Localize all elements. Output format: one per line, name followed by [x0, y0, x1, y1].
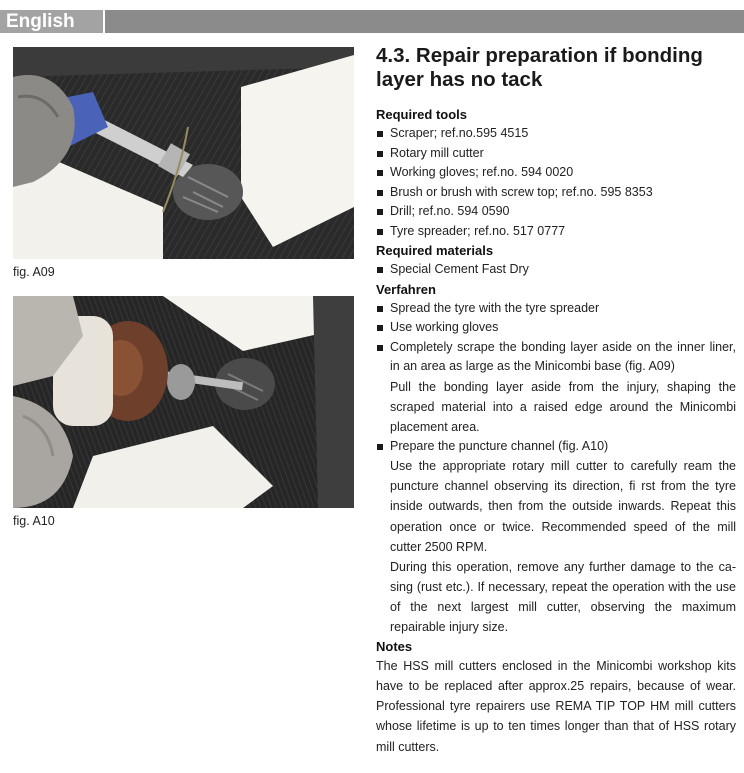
step-detail: During this operation, remove any further damage to the ca-sing (rust etc.). If necessary, repeat the operation with the use of the next largest mill cutter, observing the maximum repairable injury size.	[390, 559, 736, 635]
language-label: English	[6, 11, 75, 32]
step-detail: Use the appropriate rotary mill cutter to carefully ream the puncture channel observing its direction, fi rst from the tyre inside outwards, then from the outside inwards. Repeat this operation once or twice. Recommended speed of the mill cutter 2500 RPM.	[390, 459, 736, 554]
list-item: Drill; ref.no. 594 0590	[376, 202, 736, 222]
procedure-step: Completely scrape the bonding layer aside on the inner liner, in an area as large as the Minicombi base (fig. A09)	[376, 338, 736, 377]
header-bar	[0, 10, 744, 33]
list-item: Special Cement Fast Dry	[376, 260, 736, 280]
section-title-line: layer has no tack	[376, 68, 543, 91]
figure-caption: fig. A10	[13, 514, 55, 528]
procedure-step: Prepare the puncture channel (fig. A10)	[376, 437, 736, 457]
list-item: Working gloves; ref.no. 594 0020	[376, 163, 736, 183]
notes-heading: Notes	[376, 639, 413, 655]
figure-a09-photo	[13, 47, 354, 259]
step-detail: Pull the bonding layer aside from the injury, shaping the scraped material into a raised edge around the Minicombi placement area.	[390, 379, 736, 434]
figure-caption: fig. A09	[13, 265, 55, 279]
procedure-steps	[376, 437, 736, 457]
list-item: Tyre spreader; ref.no. 517 0777	[376, 222, 736, 242]
tools-list	[376, 124, 736, 241]
section-title	[376, 44, 736, 92]
list-item: Rotary mill cutter	[376, 144, 736, 164]
list-item: Scraper; ref.no.595 4515	[376, 124, 736, 144]
procedure-steps	[376, 299, 736, 377]
list-item: Brush or brush with screw top; ref.no. 595 8353	[376, 183, 736, 203]
section-title-line: 4.3. Repair preparation if bonding	[376, 44, 703, 67]
required-tools-heading: Required tools	[376, 107, 468, 122]
procedure-step: Use working gloves	[376, 318, 736, 338]
procedure-step: Spread the tyre with the tyre spreader	[376, 299, 736, 319]
notes-text: The HSS mill cutters enclosed in the Minicombi workshop kits have to be replaced after approx.25 repairs, because of wear. Professional tyre repairers use REMA TIP TOP HM mill cutters whose lifetime is up to ten times longer than that of HSS rotary mill cutters.	[376, 659, 736, 754]
materials-list	[376, 260, 736, 280]
required-materials-heading: Required materials	[376, 243, 494, 258]
procedure-heading: Verfahren	[376, 281, 436, 297]
figure-a10-photo	[13, 296, 354, 508]
section-content	[376, 44, 736, 757]
